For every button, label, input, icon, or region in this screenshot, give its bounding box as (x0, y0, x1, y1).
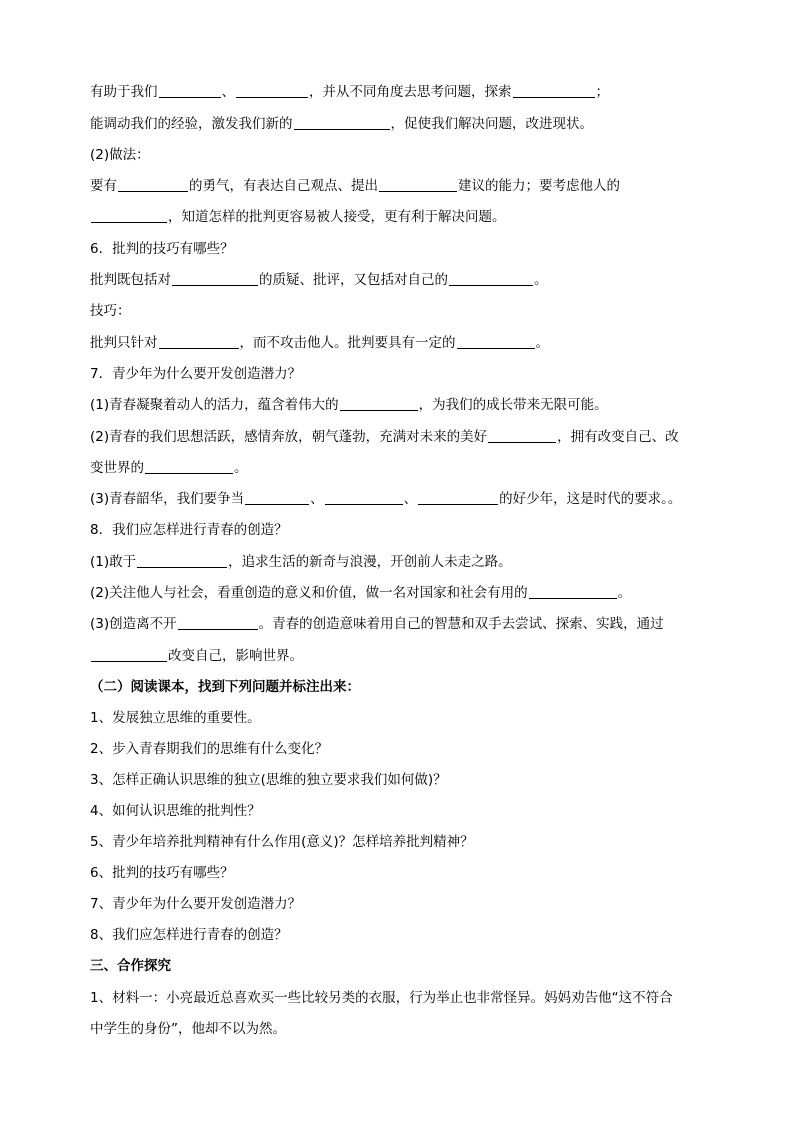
text-line (90, 208, 506, 226)
fill-blank[interactable] (236, 83, 308, 98)
text-line (90, 240, 234, 258)
text-segment: 。青春的创造意味着用自己的智慧和双手去尝试、探索、实践，通过 (258, 616, 664, 632)
text-line (90, 177, 620, 195)
text-segment: ，追求生活的新奇与浪漫，开创前人未走之路。 (228, 554, 512, 570)
text-segment: (1)青春凝聚着动人的活力，蕴含着伟大的 (90, 397, 339, 413)
text-segment: 8、我们应怎样进行青春的创造？ (90, 927, 288, 943)
fill-blank[interactable] (91, 647, 167, 662)
fill-blank[interactable] (529, 584, 617, 599)
text-segment: 1、发展独立思维的重要性。 (90, 710, 261, 726)
text-segment: 。 (535, 335, 549, 351)
text-segment: 要有 (90, 178, 117, 194)
text-line (90, 615, 664, 633)
list-item (90, 709, 261, 727)
text-segment: 建议的能力；要考虑他人的 (458, 178, 620, 194)
text-segment: ，促使我们解决问题，改进现状。 (390, 116, 593, 132)
fill-blank[interactable] (457, 334, 535, 349)
fill-blank[interactable] (449, 271, 533, 286)
text-segment: 7、青少年为什么要开发创造潜力？ (90, 896, 302, 912)
text-segment: 变世界的 (90, 460, 144, 476)
text-line (90, 334, 549, 352)
list-item (90, 833, 474, 851)
fill-blank[interactable] (159, 83, 221, 98)
list-item (90, 895, 301, 913)
fill-blank[interactable] (340, 396, 418, 411)
text-segment: ； (595, 84, 609, 100)
text-segment: 7．青少年为什么要开发创造潜力？ (90, 366, 302, 382)
text-segment: 。 (234, 460, 248, 476)
text-segment: 、 (221, 84, 235, 100)
fill-blank[interactable] (379, 177, 457, 192)
text-segment: 。 (617, 585, 632, 601)
text-segment: ，并从不同角度去思考问题，探索 (309, 84, 512, 100)
list-item (90, 926, 288, 944)
text-line (90, 1020, 286, 1038)
text-line (90, 647, 303, 665)
list-item (90, 802, 261, 820)
text-line (90, 396, 608, 414)
text-segment: (2)青春的我们思想活跃，感情奔放，朝气蓬勃，充满对未来的美好 (90, 429, 488, 445)
fill-blank[interactable] (159, 334, 239, 349)
list-item (90, 771, 447, 789)
text-line (90, 989, 673, 1007)
text-segment: 批判只针对 (90, 335, 158, 351)
text-segment: 6．批判的技巧有哪些？ (90, 241, 234, 257)
text-segment: 。 (534, 272, 548, 288)
fill-blank[interactable] (178, 615, 258, 630)
text-segment: 的质疑、批评，又包括对自己的 (259, 272, 448, 288)
text-segment: 1、材料一：小亮最近总喜欢买一些比较另类的衣服，行为举止也非常怪异。妈妈劝告他“这不符合 (90, 990, 673, 1006)
text-line (90, 83, 609, 101)
text-line (90, 365, 301, 383)
text-segment: 三、合作探究 (90, 958, 171, 974)
text-segment: 4、如何认识思维的批判性？ (90, 803, 261, 819)
text-line (90, 302, 131, 320)
fill-blank[interactable] (145, 459, 233, 474)
text-line (90, 490, 681, 508)
text-line (90, 146, 150, 164)
text-segment: （二）阅读课本，找到下列问题并标注出来： (90, 679, 360, 695)
fill-blank[interactable] (245, 490, 309, 505)
list-item (90, 740, 328, 758)
fill-blank[interactable] (91, 208, 167, 223)
text-segment: (2)做法： (90, 147, 150, 163)
text-segment: (3)创造离不开 (90, 616, 177, 632)
text-segment: 的勇气，有表达自己观点、提出 (189, 178, 378, 194)
fill-blank[interactable] (488, 428, 556, 443)
text-segment: 、 (403, 491, 418, 507)
text-segment: 2、步入青春期我们的思维有什么变化？ (90, 741, 329, 757)
fill-blank[interactable] (325, 490, 403, 505)
text-segment: ，知道怎样的批判更容易被人接受，更有利于解决问题。 (168, 209, 506, 225)
text-segment: 、 (310, 491, 324, 507)
text-segment: ，为我们的成长带来无限可能。 (418, 397, 608, 413)
list-item (90, 864, 234, 882)
section-heading (90, 957, 171, 975)
text-segment: 能调动我们的经验，激发我们新的 (90, 116, 293, 132)
text-segment: 5、青少年培养批判精神有什么作用(意义)？怎样培养批判精神？ (90, 834, 474, 850)
text-line (90, 553, 512, 571)
text-line (90, 271, 548, 289)
fill-blank[interactable] (294, 115, 390, 130)
fill-blank[interactable] (418, 490, 498, 505)
fill-blank[interactable] (118, 177, 188, 192)
text-segment: 3、怎样正确认识思维的独立(思维的独立要求我们如何做)？ (90, 772, 447, 788)
text-segment: (3)青春韶华，我们要争当 (90, 491, 245, 507)
fill-blank[interactable] (513, 83, 595, 98)
section-heading (90, 678, 360, 696)
text-segment: 8．我们应怎样进行青春的创造？ (90, 522, 288, 538)
text-segment: (2)关注他人与社会，看重创造的意义和价值，做一名对国家和社会有用的 (90, 585, 528, 601)
text-line (90, 115, 593, 133)
text-line (90, 584, 631, 602)
text-segment: 批判既包括对 (90, 272, 171, 288)
text-segment: ，而不攻击他人。批判要具有一定的 (239, 335, 456, 351)
text-segment: 6、批判的技巧有哪些？ (90, 865, 234, 881)
text-segment: 技巧： (90, 303, 131, 319)
fill-blank[interactable] (137, 553, 227, 568)
fill-blank[interactable] (172, 271, 258, 286)
text-line (90, 428, 679, 446)
text-segment: 改变自己，影响世界。 (168, 648, 303, 664)
text-line (90, 521, 288, 539)
text-segment: ，拥有改变自己、改 (557, 429, 679, 445)
text-segment: 的好少年，这是时代的要求。。 (499, 491, 682, 507)
text-segment: (1)敢于 (90, 554, 137, 570)
text-segment: 有助于我们 (90, 84, 158, 100)
text-segment: 中学生的身份”，他却不以为然。 (90, 1021, 286, 1037)
text-line (90, 459, 248, 477)
